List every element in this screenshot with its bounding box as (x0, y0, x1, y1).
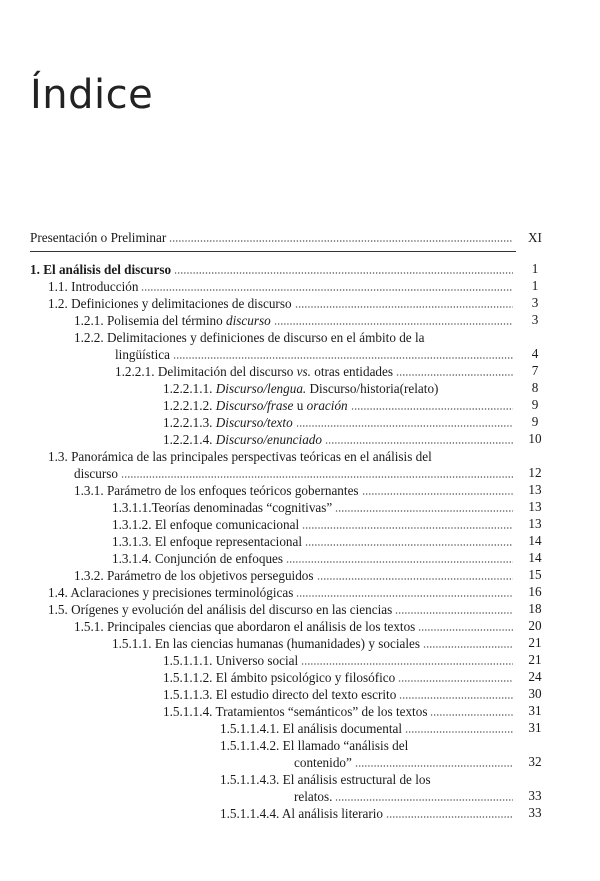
toc-entry[interactable]: 1.3.1. Parámetro de los enfoques teóricos gobernantes (74, 481, 516, 498)
page-title: Índice (30, 72, 154, 118)
toc-entry[interactable]: 1.5.1.1.1. Universo social (163, 651, 516, 668)
page-number: 21 (528, 635, 542, 650)
toc-entry[interactable]: 1.2.2.1.3. Discurso/texto (163, 413, 516, 430)
toc-entry-continuation[interactable]: contenido” (294, 753, 516, 770)
page-number: 13 (528, 516, 542, 531)
toc-entry[interactable]: 1.5.1.1.3. El estudio directo del texto escrito (163, 685, 516, 702)
page-number: 13 (528, 499, 542, 514)
page-number: 21 (528, 652, 542, 667)
toc-entry[interactable]: Presentación o Preliminar (30, 228, 516, 245)
page-number: 4 (531, 346, 539, 361)
toc-entry[interactable]: 1.3.1.2. El enfoque comunicacional (112, 515, 516, 532)
page-number: 14 (528, 550, 542, 565)
toc-entry[interactable]: 1.3. Panorámica de las principales perspectivas teóricas en el análisis del (48, 449, 432, 464)
toc-entry[interactable]: 1.4. Aclaraciones y precisiones terminológicas (48, 583, 516, 600)
divider (30, 251, 516, 252)
page-number: 32 (528, 754, 542, 769)
toc-entry[interactable]: 1. El análisis del discurso (30, 260, 516, 277)
toc-entry[interactable]: 1.5. Orígenes y evolución del análisis del discurso en las ciencias (48, 600, 516, 617)
toc-entry[interactable]: 1.5.1.1.4.1. El análisis documental (220, 719, 516, 736)
page-number: 18 (528, 601, 542, 616)
toc-entry[interactable]: 1.2.2.1. Delimitación del discurso vs. otras entidades (115, 362, 516, 379)
toc-entry[interactable]: 1.5.1.1.2. El ámbito psicológico y filosófico (163, 668, 516, 685)
toc-entry-continuation[interactable]: lingüística (115, 345, 516, 362)
toc-entry[interactable]: 1.2.2.1.1. Discurso/lengua. Discurso/historia(relato) (163, 381, 439, 396)
toc-entry[interactable]: 1.5.1.1.4. Tratamientos “semánticos” de los textos (163, 702, 516, 719)
toc-entry[interactable]: 1.5.1.1.4.4. Al análisis literario (220, 804, 516, 821)
toc-entry[interactable]: 1.2.1. Polisemia del término discurso (74, 311, 516, 328)
toc-entry[interactable]: 1.3.2. Parámetro de los objetivos perseguidos (74, 566, 516, 583)
page-number: 7 (531, 363, 539, 378)
page-number: 16 (528, 584, 542, 599)
toc-entry[interactable]: 1.2. Definiciones y delimitaciones de discurso (48, 294, 516, 311)
page-number: 12 (528, 465, 542, 480)
page-number: 3 (531, 312, 539, 327)
page-number: 31 (528, 720, 542, 735)
toc-entry[interactable]: 1.1. Introducción (48, 277, 516, 294)
page-number: 9 (531, 397, 539, 412)
toc-entry[interactable]: 1.2.2.1.4. Discurso/enunciado (163, 430, 516, 447)
page-number: XI (528, 230, 542, 245)
page-number: 15 (528, 567, 542, 582)
page-number: 9 (531, 414, 539, 429)
page-number: 33 (528, 805, 542, 820)
page-number: 20 (528, 618, 542, 633)
page-number: 8 (531, 380, 539, 395)
toc-entry[interactable]: 1.2.2.1.2. Discurso/frase u oración (163, 396, 516, 413)
toc-entry[interactable]: 1.3.1.3. El enfoque representacional (112, 532, 516, 549)
toc-entry[interactable]: 1.5.1.1. En las ciencias humanas (humanidades) y sociales (112, 634, 516, 651)
toc-entry-continuation[interactable]: discurso (74, 464, 516, 481)
toc-entry[interactable]: 1.5.1.1.4.3. El análisis estructural de los (220, 772, 431, 787)
page-number: 31 (528, 703, 542, 718)
toc-entry[interactable]: 1.2.2. Delimitaciones y definiciones de discurso en el ámbito de la (74, 330, 425, 345)
toc-entry-continuation[interactable]: relatos. (294, 787, 516, 804)
toc-entry[interactable]: 1.5.1. Principales ciencias que abordaron el análisis de los textos (74, 617, 516, 634)
toc-entry[interactable]: 1.5.1.1.4.2. El llamado “análisis del (220, 738, 409, 753)
page-number: 33 (528, 788, 542, 803)
toc-entry[interactable]: 1.3.1.4. Conjunción de enfoques (112, 549, 516, 566)
page-number: 14 (528, 533, 542, 548)
toc-entry[interactable]: 1.3.1.1.Teorías denominadas “cognitivas” (112, 498, 516, 515)
page-number: 3 (531, 295, 539, 310)
page-number: 30 (528, 686, 542, 701)
page-number: 1 (531, 261, 539, 276)
page-number: 1 (531, 278, 539, 293)
page-number: 10 (528, 431, 542, 446)
page-number: 24 (528, 669, 542, 684)
page-number: 13 (528, 482, 542, 497)
